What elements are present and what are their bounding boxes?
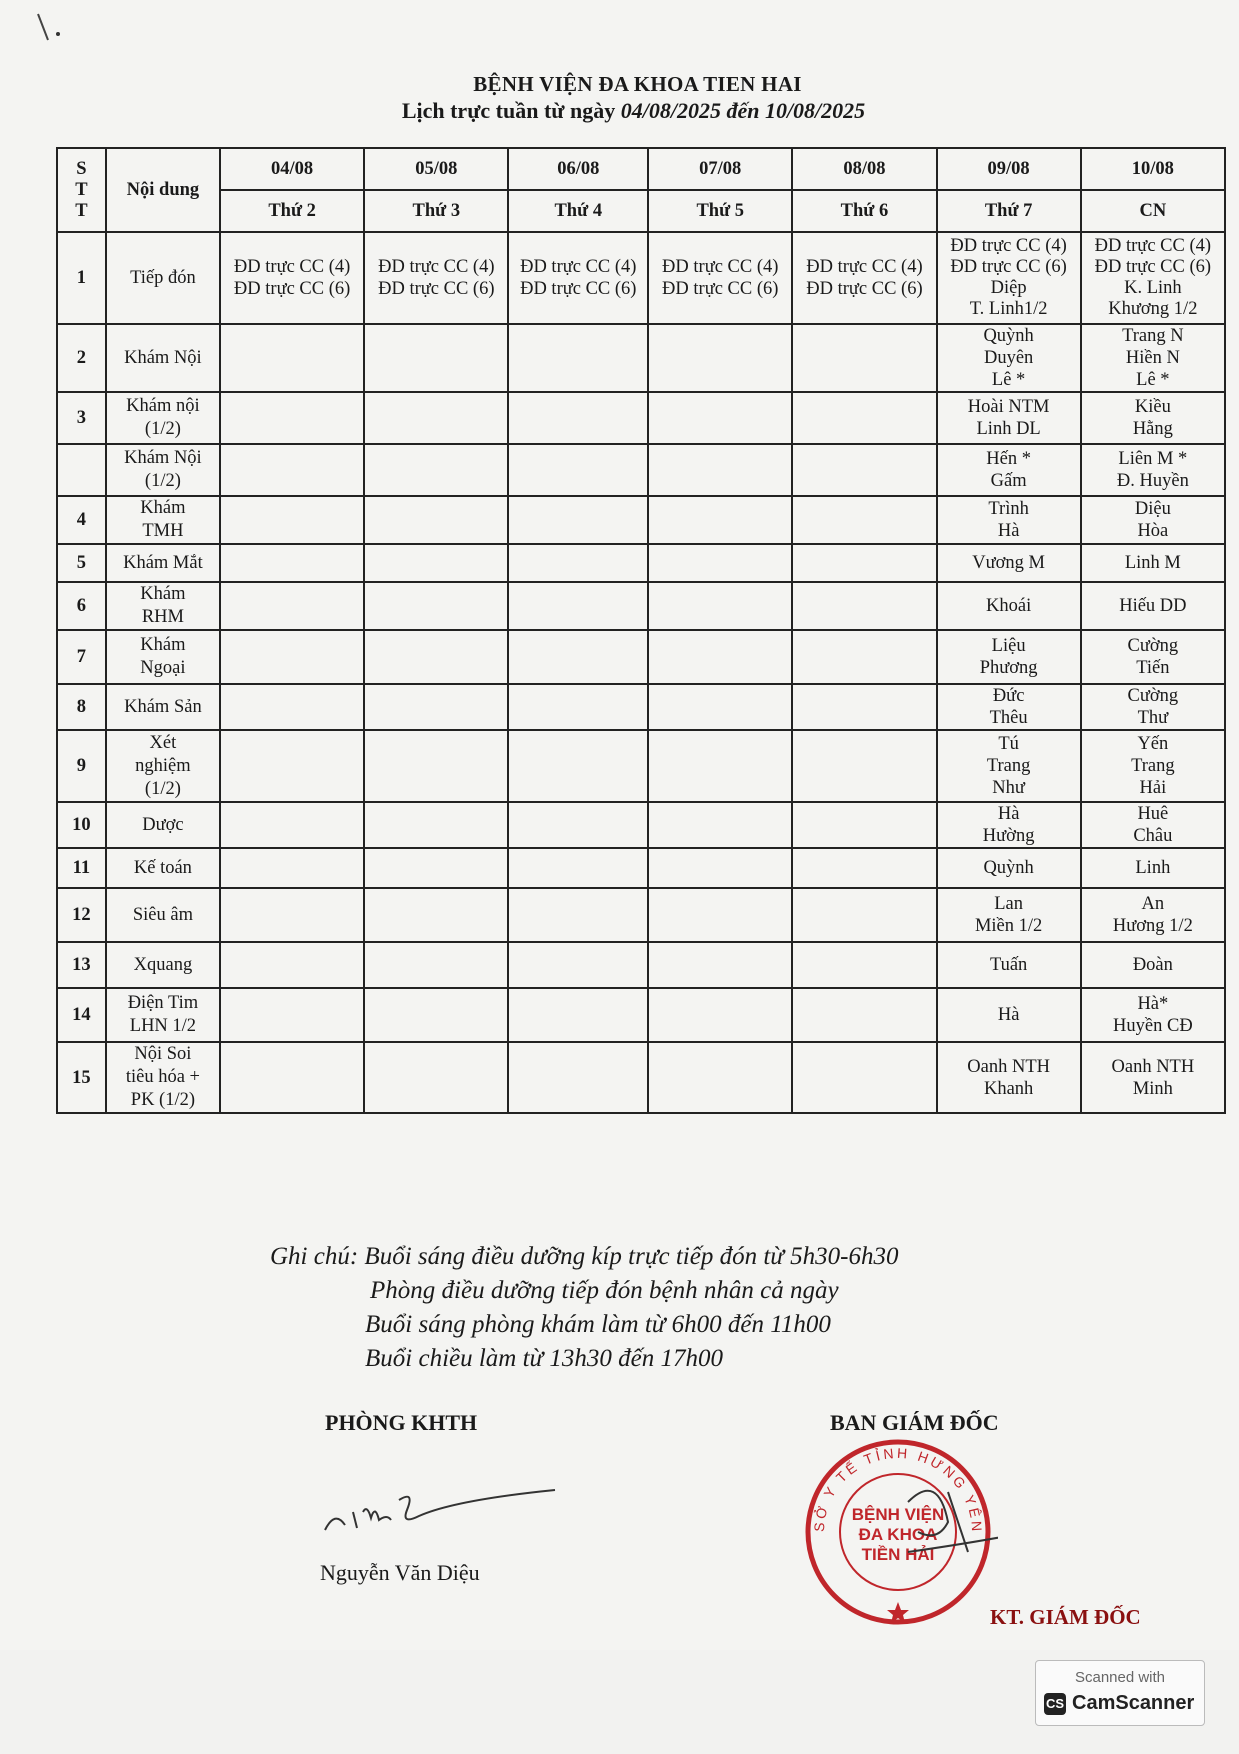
table-row xyxy=(57,444,1225,496)
date-header: 08/08 xyxy=(792,148,936,190)
schedule-cell: Huê Châu xyxy=(1081,802,1225,848)
schedule-cell xyxy=(364,392,508,444)
weekday-header: CN xyxy=(1081,190,1225,232)
handwritten-signature xyxy=(315,1470,575,1540)
table-row xyxy=(57,392,1225,444)
schedule-cell xyxy=(792,802,936,848)
schedule-cell xyxy=(508,630,648,684)
schedule-cell xyxy=(648,730,792,802)
schedule-cell xyxy=(508,496,648,544)
schedule-cell: Kiều Hằng xyxy=(1081,392,1225,444)
schedule-cell xyxy=(648,988,792,1042)
schedule-cell xyxy=(364,888,508,942)
stt-cell: 4 xyxy=(57,496,106,544)
schedule-cell xyxy=(792,392,936,444)
schedule-cell xyxy=(508,848,648,888)
schedule-cell xyxy=(220,730,364,802)
schedule-cell: Trang N Hiền N Lê * xyxy=(1081,324,1225,392)
schedule-cell xyxy=(220,444,364,496)
table-row xyxy=(57,802,1225,848)
content-cell: Khám Ngoại xyxy=(106,630,220,684)
schedule-cell xyxy=(220,1042,364,1113)
schedule-cell xyxy=(220,988,364,1042)
svg-text:ĐA KHOA: ĐA KHOA xyxy=(858,1525,938,1544)
content-header: Nội dung xyxy=(106,148,220,232)
schedule-cell xyxy=(364,444,508,496)
schedule-cell xyxy=(648,496,792,544)
content-cell: Khám RHM xyxy=(106,582,220,630)
schedule-cell: Oanh NTH Khanh xyxy=(937,1042,1081,1113)
content-cell: Tiếp đón xyxy=(106,232,220,324)
stt-header: S T T xyxy=(57,148,106,232)
schedule-cell: Hiếu DD xyxy=(1081,582,1225,630)
content-cell: Dược xyxy=(106,802,220,848)
date-header: 07/08 xyxy=(648,148,792,190)
stt-cell: 2 xyxy=(57,324,106,392)
schedule-cell xyxy=(508,988,648,1042)
schedule-cell: Diệu Hòa xyxy=(1081,496,1225,544)
schedule-cell: Đức Thêu xyxy=(937,684,1081,730)
schedule-cell xyxy=(792,1042,936,1113)
date-header: 10/08 xyxy=(1081,148,1225,190)
schedule-cell xyxy=(792,444,936,496)
content-cell: Điện Tim LHN 1/2 xyxy=(106,988,220,1042)
camscanner-watermark xyxy=(1035,1660,1205,1726)
schedule-cell xyxy=(364,324,508,392)
deputy-director-label: KT. GIÁM ĐỐC xyxy=(990,1605,1141,1629)
schedule-cell xyxy=(364,1042,508,1113)
stt-cell: 10 xyxy=(57,802,106,848)
table-row xyxy=(57,942,1225,988)
content-cell: Nội Soi tiêu hóa + PK (1/2) xyxy=(106,1042,220,1113)
schedule-cell xyxy=(792,630,936,684)
table-row xyxy=(57,888,1225,942)
schedule-cell: Đoàn xyxy=(1081,942,1225,988)
content-cell: Kế toán xyxy=(106,848,220,888)
schedule-cell xyxy=(220,888,364,942)
stt-cell xyxy=(57,444,106,496)
table-row xyxy=(57,684,1225,730)
table-row xyxy=(57,324,1225,392)
table-row xyxy=(57,232,1225,324)
schedule-cell xyxy=(648,888,792,942)
schedule-cell xyxy=(648,324,792,392)
schedule-cell xyxy=(364,730,508,802)
schedule-cell xyxy=(364,630,508,684)
content-cell: Siêu âm xyxy=(106,888,220,942)
note-line: Buổi chiều làm từ 13h30 đến 17h00 xyxy=(365,1345,724,1372)
schedule-cell xyxy=(220,684,364,730)
schedule-cell xyxy=(220,392,364,444)
schedule-cell xyxy=(508,684,648,730)
date-header: 04/08 xyxy=(220,148,364,190)
stt-cell: 3 xyxy=(57,392,106,444)
schedule-cell xyxy=(364,496,508,544)
schedule-cell: Quỳnh Duyên Lê * xyxy=(937,324,1081,392)
schedule-cell: Hoài NTM Linh DL xyxy=(937,392,1081,444)
table-row xyxy=(57,988,1225,1042)
stt-cell: 1 xyxy=(57,232,106,324)
camscanner-name: CamScanner xyxy=(1072,1692,1195,1714)
note-line: Buổi sáng phòng khám làm từ 6h00 đến 11h00 xyxy=(365,1311,831,1338)
schedule-cell xyxy=(508,444,648,496)
stt-cell: 12 xyxy=(57,888,106,942)
hospital-stamp-icon xyxy=(798,1432,998,1632)
schedule-cell: An Hương 1/2 xyxy=(1081,888,1225,942)
hospital-title: BỆNH VIỆN ĐA KHOA TIEN HAI xyxy=(473,72,802,96)
note-line: Ghi chú: Buổi sáng điều dưỡng kíp trực tiếp đón từ 5h30-6h30 xyxy=(270,1243,899,1270)
khth-office-title: PHÒNG KHTH xyxy=(325,1410,478,1435)
schedule-cell xyxy=(364,544,508,582)
schedule-cell: Yến Trang Hải xyxy=(1081,730,1225,802)
schedule-cell xyxy=(508,942,648,988)
date-header: 06/08 xyxy=(508,148,648,190)
schedule-cell: Hến * Gấm xyxy=(937,444,1081,496)
schedule-cell xyxy=(792,730,936,802)
schedule-cell xyxy=(364,802,508,848)
stt-cell: 15 xyxy=(57,1042,106,1113)
schedule-cell xyxy=(508,324,648,392)
schedule-cell: Liên M * Đ. Huyền xyxy=(1081,444,1225,496)
schedule-cell xyxy=(792,942,936,988)
content-cell: Khám Mắt xyxy=(106,544,220,582)
note-line: Phòng điều dưỡng tiếp đón bệnh nhân cả ngày xyxy=(370,1277,839,1304)
schedule-cell: Hà Hường xyxy=(937,802,1081,848)
table-row xyxy=(57,544,1225,582)
corner-mark-icon xyxy=(36,12,66,42)
schedule-cell xyxy=(364,848,508,888)
stt-cell: 14 xyxy=(57,988,106,1042)
schedule-cell: ĐD trực CC (4) ĐD trực CC (6) xyxy=(648,232,792,324)
schedule-cell: ĐD trực CC (4) ĐD trực CC (6) xyxy=(508,232,648,324)
schedule-cell xyxy=(648,392,792,444)
camscanner-logo-icon: CS xyxy=(1044,1693,1066,1715)
schedule-cell xyxy=(792,848,936,888)
stt-cell: 7 xyxy=(57,630,106,684)
schedule-cell xyxy=(220,848,364,888)
schedule-cell xyxy=(508,802,648,848)
schedule-cell xyxy=(220,942,364,988)
stt-cell: 13 xyxy=(57,942,106,988)
table-row xyxy=(57,730,1225,802)
schedule-subtitle: Lịch trực tuần từ ngày 04/08/2025 đến 10/08/2025 xyxy=(401,98,866,123)
schedule-cell xyxy=(508,730,648,802)
duty-schedule-table xyxy=(56,147,1226,1114)
schedule-cell xyxy=(648,802,792,848)
schedule-cell xyxy=(648,544,792,582)
stt-cell: 9 xyxy=(57,730,106,802)
schedule-cell: Tuấn xyxy=(937,942,1081,988)
schedule-body xyxy=(57,232,1225,1113)
schedule-cell: ĐD trực CC (4) ĐD trực CC (6) xyxy=(220,232,364,324)
schedule-cell xyxy=(648,444,792,496)
svg-text:SỞ Y TẾ TỈNH HƯNG YÊN: SỞ Y TẾ TỈNH HƯNG YÊN xyxy=(810,1444,986,1535)
schedule-cell xyxy=(792,684,936,730)
svg-text:BỆNH VIỆN: BỆNH VIỆN xyxy=(851,1505,945,1524)
schedule-cell: Cường Tiến xyxy=(1081,630,1225,684)
table-row xyxy=(57,630,1225,684)
schedule-cell: Tú Trang Như xyxy=(937,730,1081,802)
content-cell: Khám Sản xyxy=(106,684,220,730)
schedule-cell xyxy=(364,684,508,730)
content-cell: Xquang xyxy=(106,942,220,988)
schedule-cell: ĐD trực CC (4) ĐD trực CC (6) xyxy=(364,232,508,324)
schedule-cell: Linh xyxy=(1081,848,1225,888)
weekday-header: Thứ 7 xyxy=(937,190,1081,232)
schedule-cell xyxy=(648,630,792,684)
schedule-cell: Cường Thư xyxy=(1081,684,1225,730)
schedule-cell xyxy=(792,888,936,942)
schedule-cell xyxy=(220,324,364,392)
table-row xyxy=(57,582,1225,630)
schedule-cell xyxy=(792,582,936,630)
schedule-cell xyxy=(792,544,936,582)
schedule-cell: Lan Miền 1/2 xyxy=(937,888,1081,942)
schedule-cell xyxy=(220,544,364,582)
svg-text:TIỀN HẢI: TIỀN HẢI xyxy=(861,1545,935,1564)
table-row xyxy=(57,1042,1225,1113)
schedule-cell xyxy=(648,942,792,988)
table-row xyxy=(57,848,1225,888)
content-cell: Khám nội (1/2) xyxy=(106,392,220,444)
board-title: BAN GIÁM ĐỐC xyxy=(830,1410,999,1435)
date-header: 05/08 xyxy=(364,148,508,190)
schedule-cell xyxy=(508,544,648,582)
stt-cell: 11 xyxy=(57,848,106,888)
date-header: 09/08 xyxy=(937,148,1081,190)
schedule-cell xyxy=(792,324,936,392)
weekday-header: Thứ 2 xyxy=(220,190,364,232)
content-cell: Khám Nội xyxy=(106,324,220,392)
khth-signer-name: Nguyễn Văn Diệu xyxy=(320,1560,480,1585)
schedule-cell: Quỳnh xyxy=(937,848,1081,888)
schedule-cell xyxy=(220,496,364,544)
schedule-cell xyxy=(648,1042,792,1113)
schedule-cell: Oanh NTH Minh xyxy=(1081,1042,1225,1113)
schedule-cell xyxy=(508,888,648,942)
schedule-cell xyxy=(364,942,508,988)
schedule-cell: Trình Hà xyxy=(937,496,1081,544)
weekday-header: Thứ 4 xyxy=(508,190,648,232)
weekday-header: Thứ 6 xyxy=(792,190,936,232)
schedule-cell xyxy=(364,582,508,630)
schedule-cell: Linh M xyxy=(1081,544,1225,582)
schedule-cell xyxy=(220,802,364,848)
notes-block xyxy=(270,1240,898,1376)
schedule-cell xyxy=(648,582,792,630)
schedule-cell xyxy=(220,630,364,684)
schedule-cell xyxy=(364,988,508,1042)
content-cell: Khám Nội (1/2) xyxy=(106,444,220,496)
schedule-cell: Vương M xyxy=(937,544,1081,582)
content-cell: Xét nghiệm (1/2) xyxy=(106,730,220,802)
schedule-cell xyxy=(508,392,648,444)
schedule-cell: Hà* Huyền CĐ xyxy=(1081,988,1225,1042)
table-row xyxy=(57,496,1225,544)
stt-cell: 8 xyxy=(57,684,106,730)
schedule-cell xyxy=(648,684,792,730)
weekday-header: Thứ 5 xyxy=(648,190,792,232)
schedule-cell: ĐD trực CC (4) ĐD trực CC (6) Diệp T. Linh1/2 xyxy=(937,232,1081,324)
schedule-cell: Hà xyxy=(937,988,1081,1042)
schedule-cell: Khoái xyxy=(937,582,1081,630)
schedule-cell: Liệu Phương xyxy=(937,630,1081,684)
schedule-cell xyxy=(792,988,936,1042)
schedule-cell xyxy=(792,496,936,544)
content-cell: Khám TMH xyxy=(106,496,220,544)
schedule-cell xyxy=(508,1042,648,1113)
schedule-cell xyxy=(508,582,648,630)
schedule-cell: ĐD trực CC (4) ĐD trực CC (6) xyxy=(792,232,936,324)
weekday-header: Thứ 3 xyxy=(364,190,508,232)
stt-cell: 5 xyxy=(57,544,106,582)
stt-cell: 6 xyxy=(57,582,106,630)
schedule-cell: ĐD trực CC (4) ĐD trực CC (6) K. Linh Khương 1/2 xyxy=(1081,232,1225,324)
schedule-cell xyxy=(220,582,364,630)
schedule-cell xyxy=(648,848,792,888)
scanned-with-label: Scanned with xyxy=(1074,1669,1166,1686)
